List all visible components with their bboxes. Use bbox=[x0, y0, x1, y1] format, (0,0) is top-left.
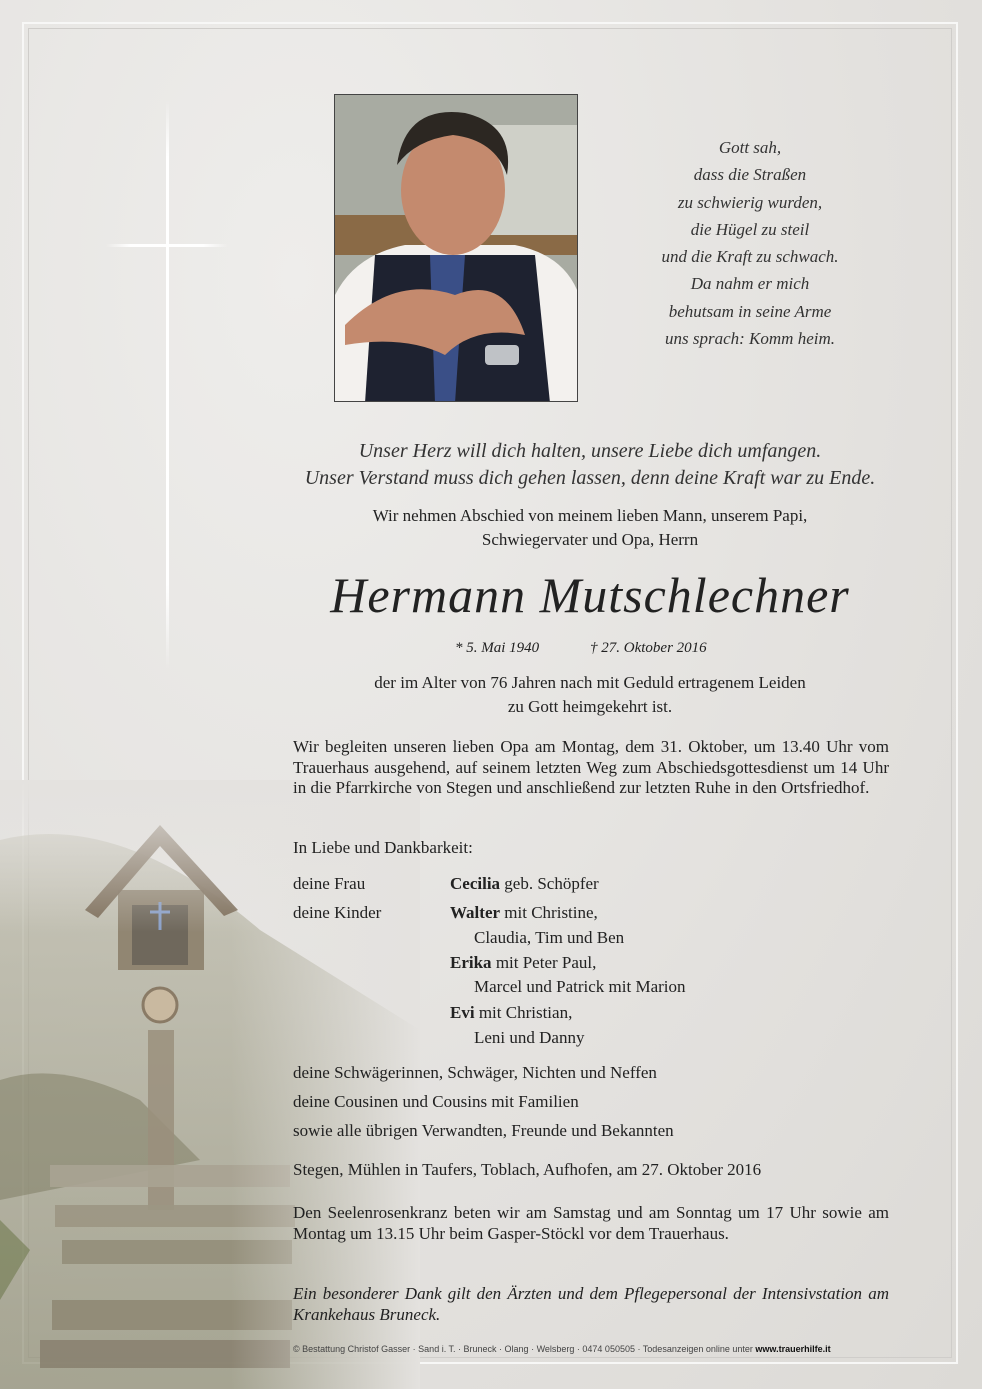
child-1-name: Walter bbox=[450, 903, 501, 922]
deceased-name: Hermann Mutschlechner bbox=[330, 567, 850, 623]
poem-line: und die Kraft zu schwach. bbox=[661, 247, 839, 267]
poem-line: Gott sah, bbox=[718, 138, 782, 157]
footer-link[interactable]: www.trauerhilfe.it bbox=[755, 1344, 831, 1354]
poem-line: dass die Straßen bbox=[693, 165, 807, 185]
in-love-heading: In Liebe und Dankbarkeit: bbox=[293, 838, 473, 857]
relatives-line: deine Cousinen und Cousins mit Familien bbox=[293, 1092, 579, 1111]
wife-label: deine Frau bbox=[293, 874, 366, 893]
poem-line: uns sprach: Komm heim. bbox=[665, 329, 835, 349]
intro-line-2: Schwiegervater und Opa, Herrn bbox=[481, 530, 699, 549]
quote-line-2: Unser Verstand muss dich gehen lassen, denn deine Kraft war zu Ende. bbox=[304, 467, 876, 489]
footer-text: © Bestattung Christof Gasser · Sand i. T. · Bruneck · Olang · Welsberg · 0474 050505 · Todesanzeigen online unter bbox=[293, 1344, 753, 1354]
child-1-entry bbox=[450, 903, 598, 923]
children-label: deine Kinder bbox=[293, 903, 382, 922]
relatives-line: deine Schwägerinnen, Schwäger, Nichten und Neffen bbox=[293, 1063, 657, 1082]
place-date: Stegen, Mühlen in Taufers, Toblach, Aufhofen, am 27. Oktober 2016 bbox=[293, 1160, 762, 1179]
poem-line: Da nahm er mich bbox=[690, 274, 810, 294]
footer bbox=[293, 1344, 943, 1354]
portrait-image bbox=[335, 95, 578, 402]
wife-name: Cecilia bbox=[450, 874, 501, 893]
intro-line-1: Wir nehmen Abschied von meinem lieben Mann, unserem Papi, bbox=[372, 506, 808, 525]
age-line-1: der im Alter von 76 Jahren nach mit Geduld ertragenem Leiden bbox=[374, 673, 806, 692]
poem bbox=[620, 134, 880, 352]
child-3-rest: mit Christian, bbox=[478, 1003, 573, 1022]
quote-line-1: Unser Herz will dich halten, unsere Liebe dich umfangen. bbox=[358, 440, 822, 462]
portrait-photo bbox=[334, 94, 578, 402]
child-2-entry bbox=[450, 953, 596, 973]
child-3-name: Evi bbox=[450, 1003, 475, 1022]
child-2-family: Marcel und Patrick mit Marion bbox=[474, 977, 686, 996]
relatives-line: sowie alle übrigen Verwandten, Freunde und Bekannten bbox=[293, 1121, 674, 1140]
wife-rest: geb. Schöpfer bbox=[504, 874, 599, 893]
child-3-entry bbox=[450, 1003, 572, 1023]
birth-date: * 5. Mai 1940 bbox=[455, 640, 540, 656]
child-2-rest: mit Peter Paul, bbox=[495, 953, 597, 972]
death-date: † 27. Oktober 2016 bbox=[590, 640, 707, 656]
funeral-announcement: Wir begleiten unseren lieben Opa am Montag, dem 31. Oktober, um 13.40 Uhr vom Trauerhaus ausgehend, auf seinem letzten Weg zum Abschiedsgottesdienst um 14 Uhr in die Pfarrkirche von Stegen und anschließend zur letzten Ruhe in den Ortsfriedhof. bbox=[293, 737, 889, 797]
child-1-family: Claudia, Tim und Ben bbox=[474, 928, 625, 947]
child-1-rest: mit Christine, bbox=[504, 903, 598, 922]
thanks-note: Ein besonderer Dank gilt den Ärzten und dem Pflegepersonal der Intensivstation am Krankehaus Bruneck. bbox=[293, 1284, 889, 1324]
cross-icon-bar bbox=[106, 244, 228, 247]
age-line-2: zu Gott heimgekehrt ist. bbox=[507, 697, 673, 716]
poem-line: zu schwierig wurden, bbox=[677, 192, 823, 212]
wife-entry bbox=[450, 874, 599, 894]
rosary-announcement: Den Seelenrosenkranz beten wir am Samstag und am Sonntag um 17 Uhr sowie am Montag um 13.15 Uhr beim Gasper-Stöckl vor dem Trauerhaus. bbox=[293, 1203, 889, 1243]
cross-icon bbox=[166, 100, 169, 670]
child-2-name: Erika bbox=[450, 953, 492, 972]
child-3-family: Leni und Danny bbox=[474, 1028, 585, 1047]
poem-line: die Hügel zu steil bbox=[690, 219, 810, 239]
poem-line: behutsam in seine Arme bbox=[668, 301, 832, 321]
